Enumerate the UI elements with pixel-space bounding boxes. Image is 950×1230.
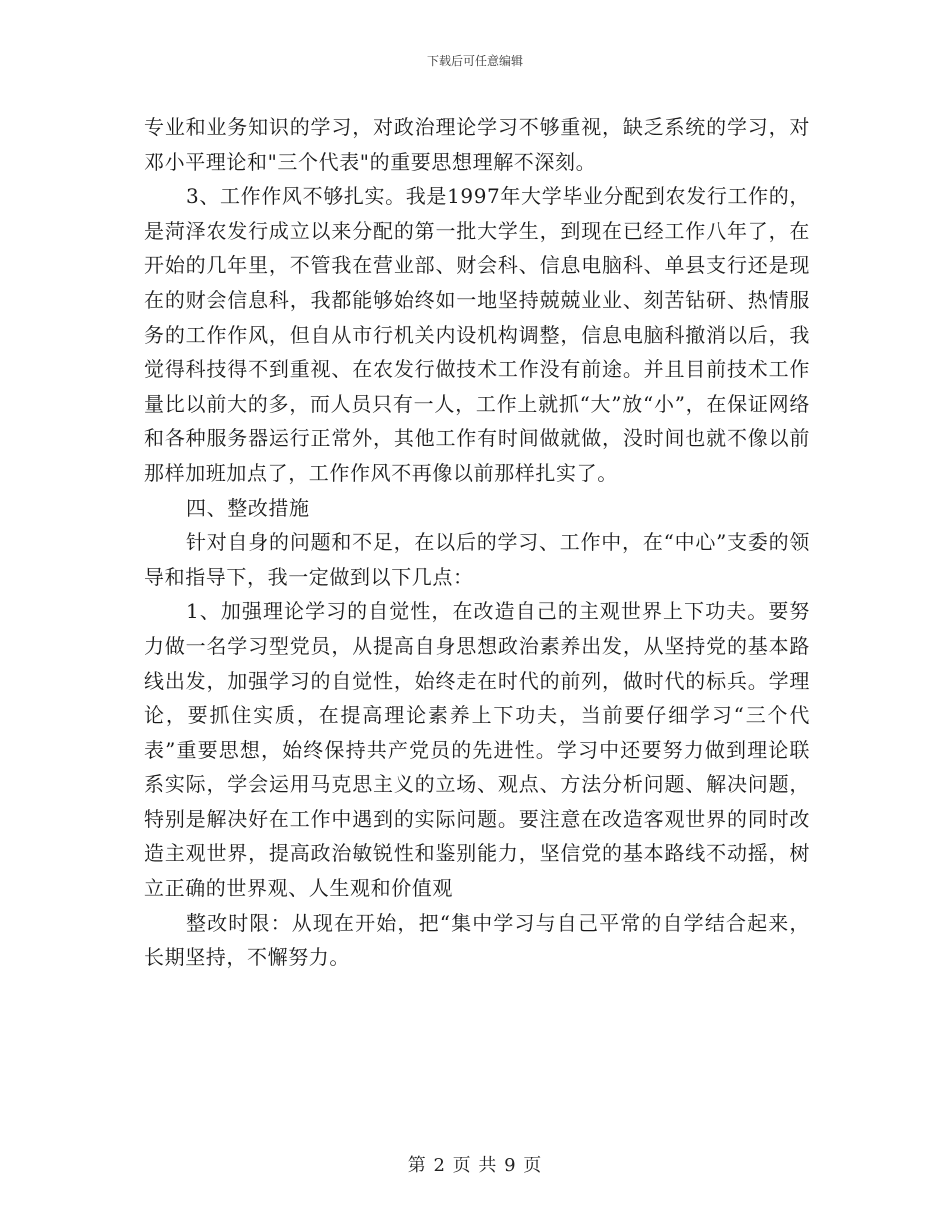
paragraph: 专业和业务知识的学习，对政治理论学习不够重视，缺乏系统的学习，对邓小平理论和"三个代表"的重要思想理解不深刻。 [144, 115, 810, 174]
paragraph: 针对自身的问题和不足，在以后的学习、工作中，在“中心”支委的领导和指导下，我一定做到以下几点： [144, 530, 810, 589]
document-body [144, 110, 810, 975]
section-heading: 四、整改措施 [186, 495, 310, 520]
paragraph: 1、加强理论学习的自觉性，在改造自己的主观世界上下功夫。要努力做一名学习型党员，从提高自身思想政治素养出发，从坚持党的基本路线出发，加强学习的自觉性，始终走在时代的前列，做时代的标兵。学理论，要抓住实质，在提高理论素养上下功夫，当前要仔细学习“三个代表”重要思想，始终保持共产党员的先进性。学习中还要努力做到理论联系实际，学会运用马克思主义的立场、观点、方法分析问题、解决问题，特别是解决好在工作中遇到的实际问题。要注意在改造客观世界的同时改造主观世界，提高政治敏锐性和鉴别能力，坚信党的基本路线不动摇，树立正确的世界观、人生观和价值观 [144, 599, 810, 901]
page-header-note: 下载后可任意编辑 [426, 54, 523, 68]
paragraph: 3、工作作风不够扎实。我是1997年大学毕业分配到农发行工作的，是菏泽农发行成立以来分配的第一批大学生，到现在已经工作八年了，在开始的几年里，不管我在营业部、财会科、信息电脑科、单县支行还是现在的财会信息科，我都能够始终如一地坚持兢兢业业、刻苦钻研、热情服务的工作作风，但自从市行机关内设机构调整，信息电脑科撤消以后，我觉得科技得不到重视、在农发行做技术工作没有前途。并且目前技术工作量比以前大的多，而人员只有一人，工作上就抓“大”放“小”，在保证网络和各种服务器运行正常外，其他工作有时间做就做，没时间也就不像以前那样加班加点了，工作作风不再像以前那样扎实了。 [144, 184, 810, 485]
paragraph: 整改时限：从现在开始，把“集中学习与自己平常的自学结合起来，长期坚持，不懈努力。 [144, 910, 810, 970]
page-number-footer: 第 2 页 共 9 页 [407, 1155, 543, 1176]
